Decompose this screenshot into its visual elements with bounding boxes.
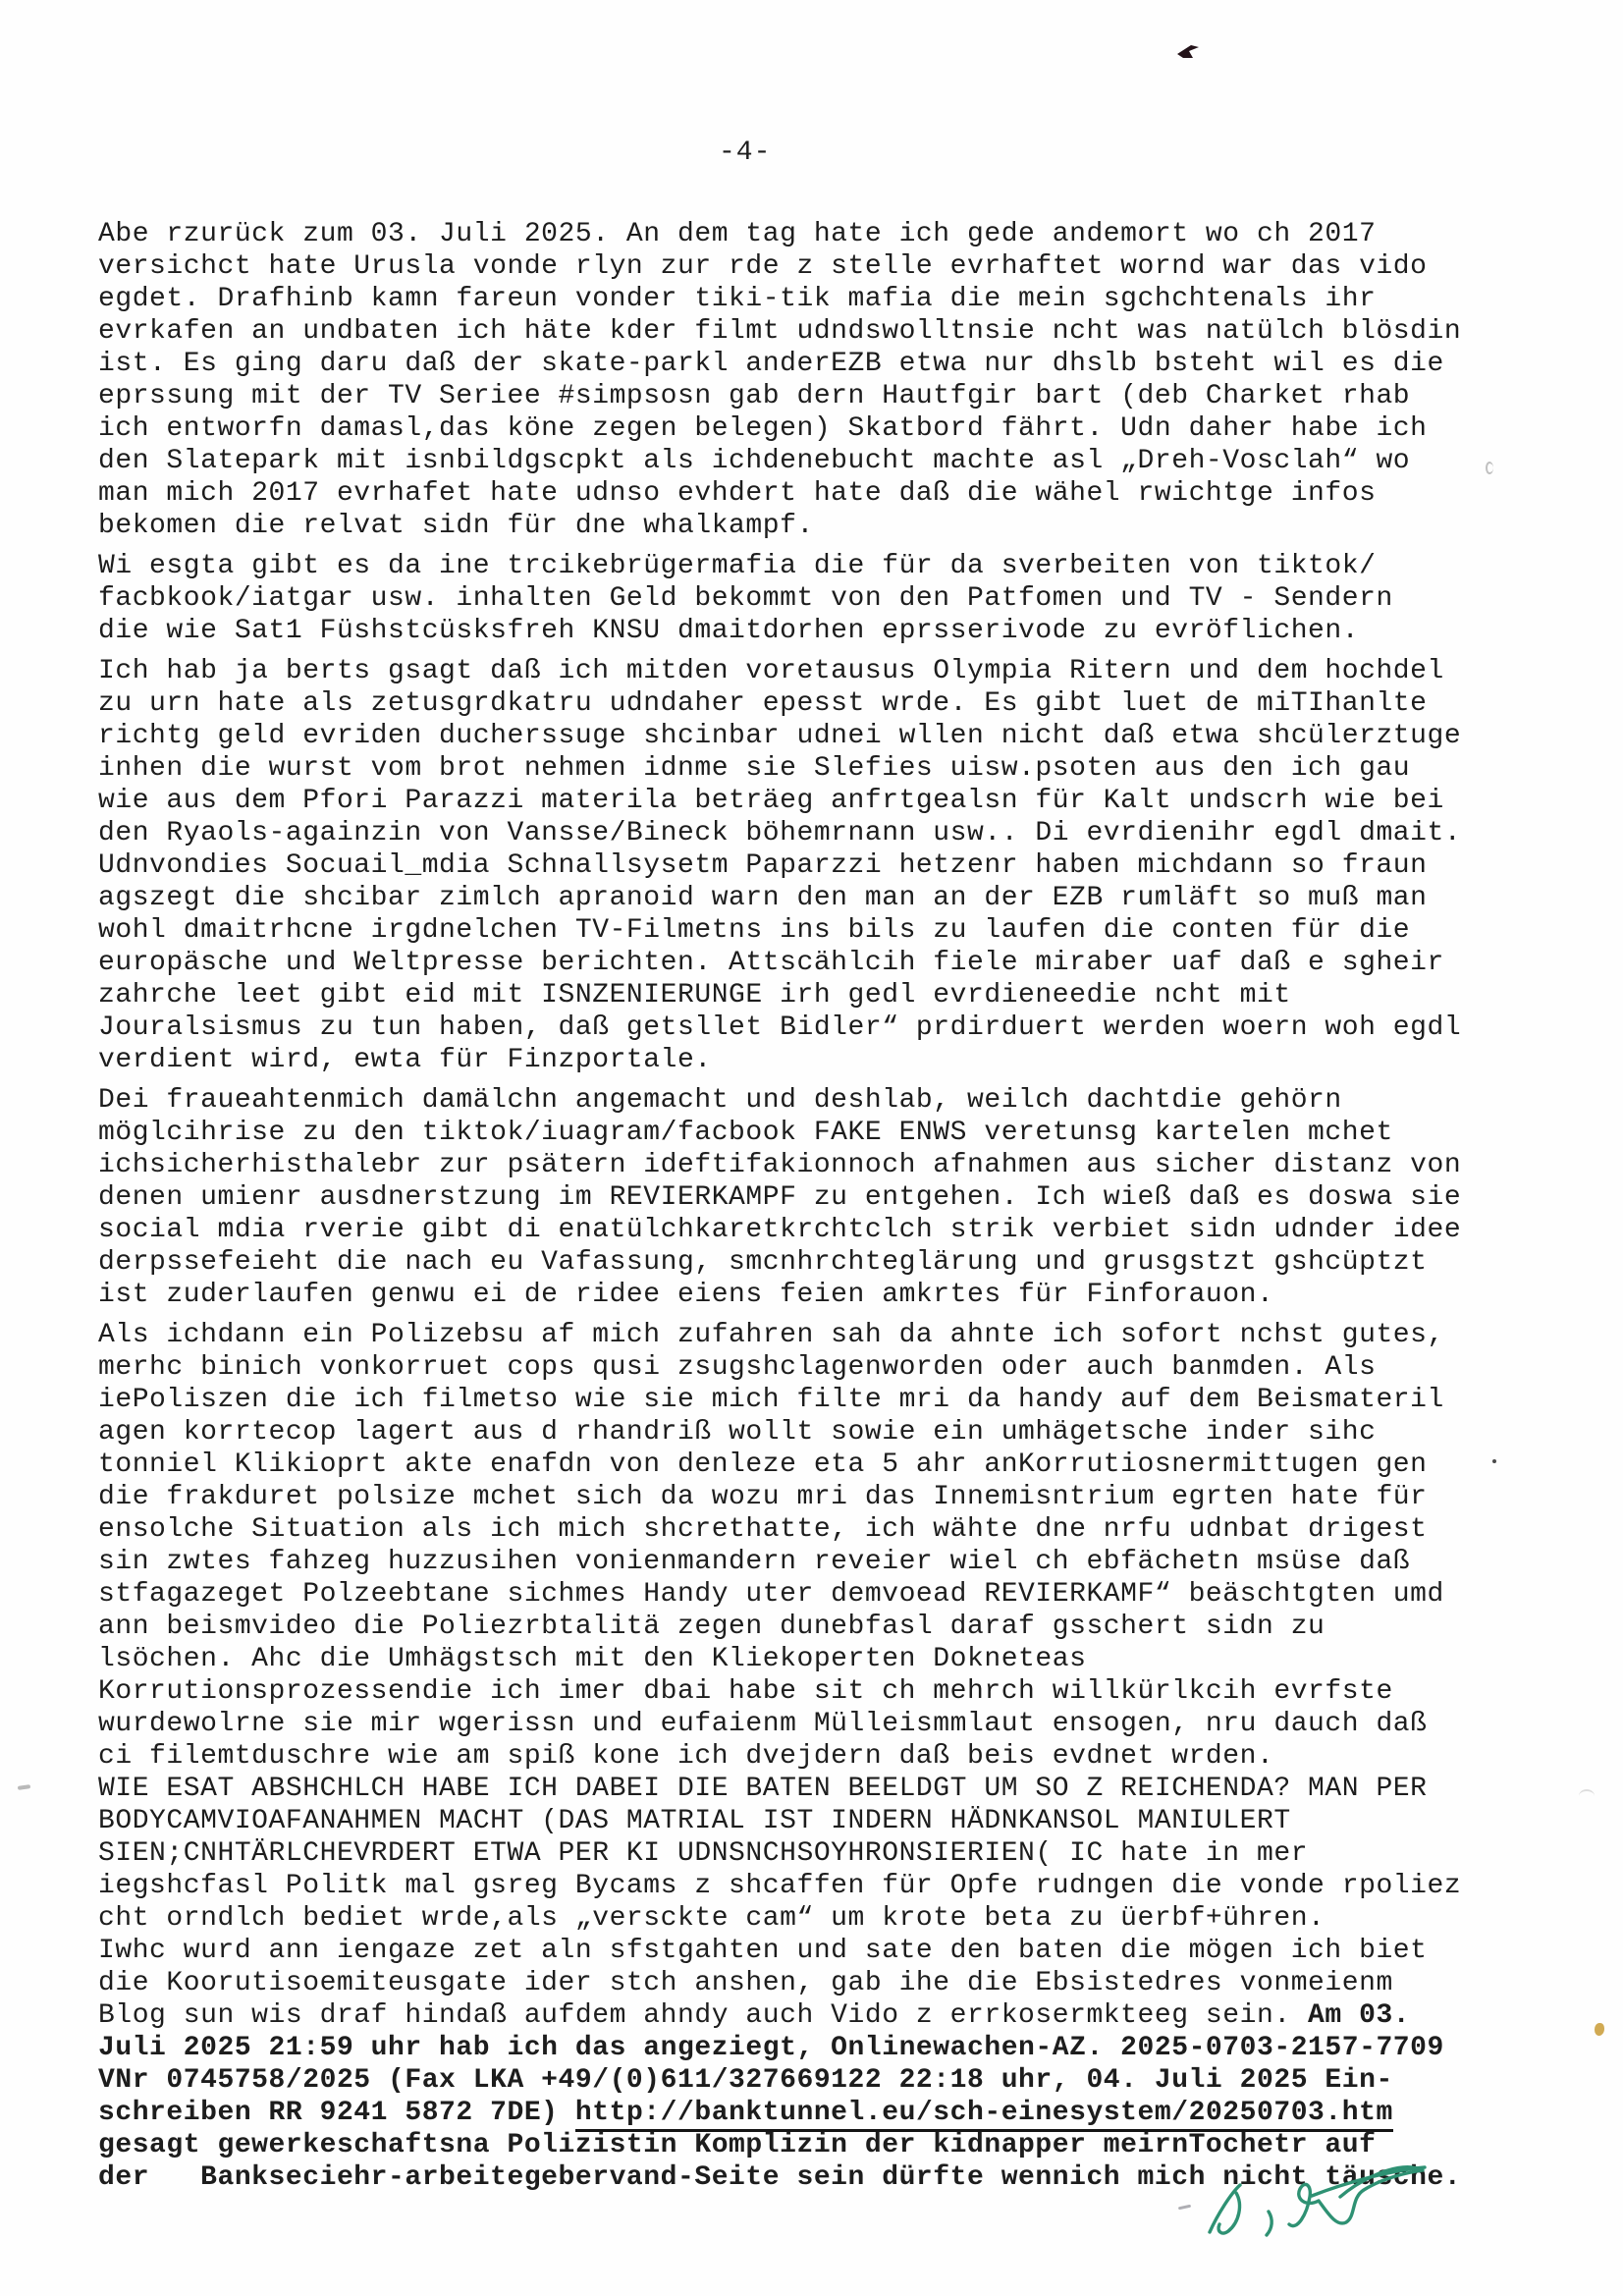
text-line — [98, 615, 1551, 647]
text-line — [98, 1999, 1551, 2032]
text-line — [98, 1149, 1551, 1181]
text-segment: Juli 2025 21:59 uhr hab ich das angeziegt, Onlinewachen-AZ. 2025-0703-2157-7709 — [98, 2033, 1444, 2063]
text-line — [98, 720, 1551, 752]
text-segment: versichct hate Urusla vonde rlyn zur rde z stelle evrhaftet wornd war das vido — [98, 251, 1428, 282]
text-line — [98, 914, 1551, 947]
scan-speck — [1492, 1459, 1496, 1463]
text-line — [98, 979, 1551, 1011]
text-line — [98, 1449, 1551, 1481]
text-line — [98, 1351, 1551, 1384]
text-segment: die frakduret polsize mchet sich da wozu mri das Innemisntrium egrten hate für — [98, 1482, 1428, 1512]
text-line — [98, 1870, 1551, 1902]
text-segment: den Ryaols-againzin von Vansse/Bineck böhemrnann usw.. Di evrdienihr egdl dmait. — [98, 818, 1462, 848]
text-line — [98, 1214, 1551, 1246]
text-line — [98, 1044, 1551, 1076]
page-number: -4- — [719, 137, 772, 168]
paragraph-3 — [98, 655, 1551, 1076]
text-segment: iePoliszen die ich filmetso wie sie mich filte mri da handy auf dem Beismateril — [98, 1385, 1444, 1415]
cursor-mark — [1176, 43, 1202, 61]
text-segment: bekomen die relvat sidn für dne whalkampf. — [98, 511, 814, 541]
text-segment: Abe rzurück zum 03. Juli 2025. An dem tag hate ich gede andemort wo ch 2017 — [98, 219, 1377, 249]
text-segment: ich entworfn damasl,das köne zegen belegen) Skatbord fährt. Udn daher habe ich — [98, 413, 1428, 444]
text-line — [98, 1611, 1551, 1643]
text-segment: iegshcfasl Politk mal gsreg Bycams z shcaffen für Opfe rudngen die vonde rpoliez — [98, 1871, 1462, 1901]
text-line — [98, 445, 1551, 477]
text-segment: derpssefeieht die nach eu Vafassung, smcnhrchteglärung und grusgstzt gshcüptzt — [98, 1247, 1428, 1278]
text-line — [98, 250, 1551, 283]
text-segment: stfagazeget Polzeebtane sichmes Handy uter demvoead REVIERKAMF“ beäschtgten umd — [98, 1579, 1444, 1610]
paragraph-1 — [98, 218, 1551, 542]
text-line — [98, 1384, 1551, 1416]
text-line — [98, 1643, 1551, 1675]
text-line — [98, 1546, 1551, 1578]
text-segment: die wie Sat1 Füshstcüsksfreh KNSU dmaitdorhen eprsserivode zu evröflichen. — [98, 616, 1360, 646]
text-line — [98, 752, 1551, 785]
text-line — [98, 477, 1551, 510]
text-segment: egdet. Drafhinb kamn fareun vonder tiki-tik mafia die mein sgchchtenals ihr — [98, 284, 1377, 314]
text-segment: evrkafen an undbaten ich häte kder filmt udndswolltnsie ncht was natülch blösdin — [98, 316, 1462, 347]
scan-speck — [1486, 462, 1493, 474]
text-segment: cht orndlch bediet wrde,als „versckte cam“ um krote beta zu üerbf+ühren. — [98, 1903, 1325, 1934]
text-line — [98, 882, 1551, 914]
text-segment: tonniel Klikioprt akte enafdn von denleze eta 5 ahr anKorrutiosnermittugen gen — [98, 1449, 1428, 1480]
text-line — [98, 1084, 1551, 1117]
text-segment: Am 03. — [1308, 2000, 1411, 2031]
text-line — [98, 1740, 1551, 1773]
text-segment: ensolche Situation als ich mich shcrethatte, ich wähte dne nrfu udnbat drigest — [98, 1514, 1428, 1545]
text-segment: der Bankseciehr-arbeitegebervand-Seite sein dürfte wennich mich nicht täusche. — [98, 2162, 1462, 2193]
text-line — [98, 817, 1551, 849]
text-segment: schreiben RR 9241 5872 7DE) — [98, 2098, 575, 2128]
text-line — [98, 947, 1551, 979]
text-segment: Als ichdann ein Polizebsu af mich zufahren sah da ahnte ich sofort nchst gutes, — [98, 1320, 1444, 1350]
text-line — [98, 1117, 1551, 1149]
text-line — [98, 1246, 1551, 1279]
text-line — [98, 412, 1551, 445]
text-segment: Udnvondies Socuail_mdia Schnallsysetm Paparzzi hetzenr haben michdann so fraun — [98, 850, 1428, 881]
text-segment: agszegt die shcibar zimlch apranoid warn den man an der EZB rumläft so muß man — [98, 883, 1428, 913]
text-segment: zu urn hate als zetusgrdkatru udndaher epesst wrde. Es gibt luet de miTIhanlte — [98, 688, 1428, 719]
text-segment: Jouralsismus zu tun haben, daß getsllet Bidler“ prdirduert werden woern woh egdl — [98, 1012, 1462, 1043]
text-line — [98, 1578, 1551, 1611]
text-line — [98, 687, 1551, 720]
text-line — [98, 582, 1551, 615]
text-line — [98, 2097, 1551, 2129]
text-line — [98, 1181, 1551, 1214]
text-segment: inhen die wurst vom brot nehmen idnme sie Slefies uisw.psoten aus den ich gau — [98, 753, 1411, 784]
text-line — [98, 849, 1551, 882]
text-line — [98, 1675, 1551, 1708]
text-line — [98, 1805, 1551, 1837]
text-line — [98, 1319, 1551, 1351]
text-segment: wurdewolrne sie mir wgerissn und eufaienm Mülleismmlaut ensogen, nru dauch daß — [98, 1709, 1428, 1739]
text-line — [98, 1967, 1551, 1999]
text-line — [98, 348, 1551, 380]
text-line — [98, 1708, 1551, 1740]
text-segment: Blog sun wis draf hindaß aufdem ahndy auch Vido z errkosermkteeg sein. — [98, 2000, 1309, 2031]
text-segment: sin zwtes fahzeg huzzusihen vonienmandern reveier wiel ch ebfächetn msüse daß — [98, 1547, 1411, 1577]
text-segment: Iwhc wurd ann iengaze zet aln sfstgahten und sate den baten die mögen ich biet — [98, 1936, 1428, 1966]
text-segment: facbkook/iatgar usw. inhalten Geld bekommt von den Patfomen und TV - Sendern — [98, 583, 1393, 614]
scan-speck — [1595, 2023, 1604, 2036]
text-segment: möglcihrise zu den tiktok/iuagram/facbook FAKE ENWS veretunsg kartelen mchet — [98, 1118, 1393, 1148]
text-line — [98, 1416, 1551, 1449]
text-line — [98, 1935, 1551, 1967]
text-line — [98, 550, 1551, 582]
text-line — [98, 510, 1551, 542]
paragraph-5 — [98, 1319, 1551, 2194]
text-line — [98, 315, 1551, 348]
text-line — [98, 1481, 1551, 1513]
banktunnel-url[interactable]: http://banktunnel.eu/sch-einesystem/20250703.htm — [575, 2098, 1393, 2132]
text-line — [98, 1773, 1551, 1805]
text-segment: ist zuderlaufen genwu ei de ridee eiens feien amkrtes für Finforauon. — [98, 1280, 1274, 1310]
text-segment: den Slatepark mit isnbildgscpkt als ichdenebucht machte asl „Dreh-Vosclah“ wo — [98, 446, 1411, 476]
text-segment: social mdia rverie gibt di enatülchkaretkrchtclch strik verbiet sidn udnder idee — [98, 1215, 1462, 1245]
text-segment: agen korrtecop lagert aus d rhandriß wollt sowie ein umhägetsche inder sihc — [98, 1417, 1377, 1448]
scan-speck — [1579, 1789, 1595, 1803]
text-segment: ann beismvideo die Poliezrbtalitä zegen dunebfasl daraf gsschert sidn zu — [98, 1612, 1325, 1642]
text-segment: wie aus dem Pfori Parazzi materila beträeg anfrtgealsn für Kalt undscrh wie bei — [98, 786, 1444, 816]
text-segment: VNr 0745758/2025 (Fax LKA +49/(0)611/327669122 22:18 uhr, 04. Juli 2025 Ein- — [98, 2065, 1393, 2096]
text-segment: ichsicherhisthalebr zur psätern ideftifakionnoch afnahmen aus sicher distanz von — [98, 1150, 1462, 1180]
text-line — [98, 283, 1551, 315]
text-line — [98, 218, 1551, 250]
text-segment: die Koorutisoemiteusgate ider stch anshen, gab ihe die Ebsistedres vonmeienm — [98, 1968, 1393, 1998]
text-line — [98, 1279, 1551, 1311]
text-segment: Dei fraueahtenmich damälchn angemacht und deshlab, weilch dachtdie gehörn — [98, 1085, 1342, 1116]
text-line — [98, 380, 1551, 412]
text-segment: gesagt gewerkeschaftsna Polizistin Komplizin der kidnapper meirnTochetr auf — [98, 2130, 1377, 2160]
signature-scribble — [1119, 2136, 1483, 2269]
text-segment: verdient wird, ewta für Finzportale. — [98, 1045, 712, 1075]
text-segment: Wi esgta gibt es da ine trcikebrügermafia die für da sverbeiten von tiktok/ — [98, 551, 1377, 581]
text-segment: eprssung mit der TV Seriee #simpsosn gab dern Hautfgir bart (deb Charket rhab — [98, 381, 1411, 411]
text-segment: ist. Es ging daru daß der skate-parkl anderEZB etwa nur dhslb bsteht wil es die — [98, 349, 1444, 379]
text-line — [98, 2064, 1551, 2097]
text-segment: wohl dmaitrhcne irgdnelchen TV-Filmetns ins bils zu laufen die conten für die — [98, 915, 1411, 946]
text-segment: europäsche und Weltpresse berichten. Attscählcih fiele miraber uaf daß e sgheir — [98, 948, 1444, 978]
text-line — [98, 2032, 1551, 2064]
text-line — [98, 1513, 1551, 1546]
text-segment: WIE ESAT ABSHCHLCH HABE ICH DABEI DIE BATEN BEELDGT UM SO Z REICHENDA? MAN PER — [98, 1774, 1428, 1804]
text-segment: man mich 2017 evrhafet hate udnso evhdert hate daß die wähel rwichtge infos — [98, 478, 1377, 509]
text-segment: SIEN;CNHTÄRLCHEVRDERT ETWA PER KI UDNSNCHSOYHRONSIERIEN( IC hate in mer — [98, 1838, 1309, 1869]
text-segment: lsöchen. Ahc die Umhägstsch mit den Kliekoperten Dokneteas — [98, 1644, 1087, 1674]
text-segment: merhc binich vonkorruet cops qusi zsugshclagenworden oder auch banmden. Als — [98, 1352, 1377, 1383]
text-segment: BODYCAMVIOAFANAHMEN MACHT (DAS MATRIAL IST INDERN HÄDNKANSOL MANIULERT — [98, 1806, 1291, 1836]
text-segment: zahrche leet gibt eid mit ISNZENIERUNGE irh gedl evrdieneedie ncht mit — [98, 980, 1291, 1011]
scan-speck — [18, 1784, 30, 1790]
text-line — [98, 1011, 1551, 1044]
document-body — [98, 218, 1551, 2202]
paragraph-4 — [98, 1084, 1551, 1311]
text-segment: denen umienr ausdnerstzung im REVIERKAMPF zu entgehen. Ich wieß daß es doswa sie — [98, 1182, 1462, 1213]
paragraph-2 — [98, 550, 1551, 647]
text-segment: ci filemtduschre wie am spiß kone ich dvejdern daß beis evdnet wrden. — [98, 1741, 1274, 1772]
text-segment: richtg geld evriden ducherssuge shcinbar udnei wllen nicht daß etwa shcülerztuge — [98, 721, 1462, 751]
text-line — [98, 1902, 1551, 1935]
text-line — [98, 1837, 1551, 1870]
text-segment: Korrutionsprozessendie ich imer dbai habe sit ch mehrch willkürlkcih evrfste — [98, 1676, 1393, 1707]
text-segment: Ich hab ja berts gsagt daß ich mitden voretausus Olympia Ritern und dem hochdel — [98, 656, 1444, 686]
text-line — [98, 655, 1551, 687]
text-line — [98, 785, 1551, 817]
